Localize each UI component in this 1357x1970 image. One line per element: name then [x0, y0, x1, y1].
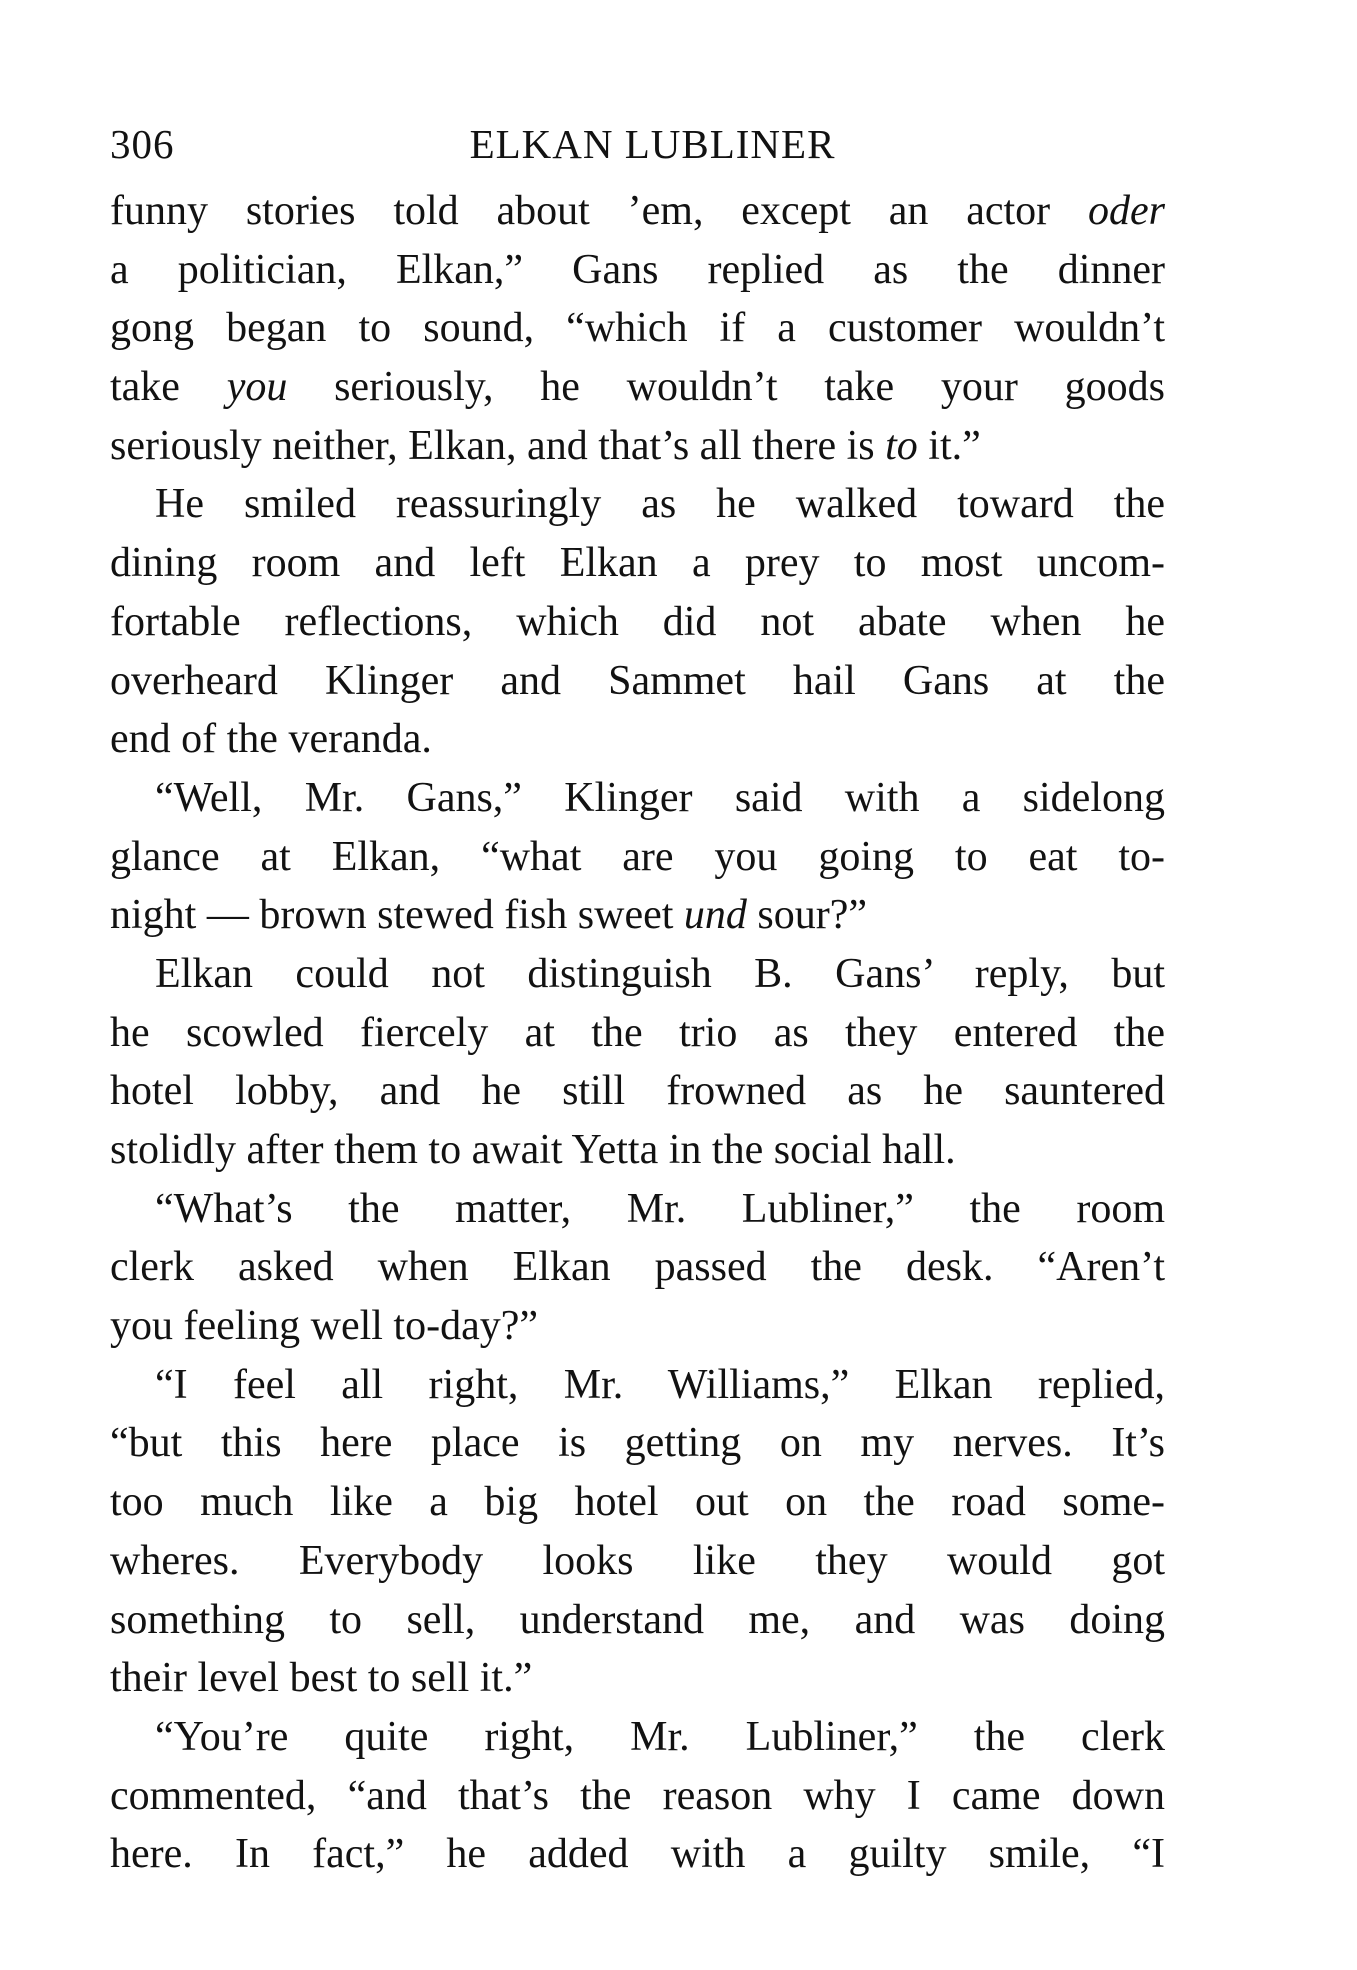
text-line	[110, 1473, 1165, 1532]
text-segment: seriously neither, Elkan, and that’s all there is	[110, 422, 886, 469]
text-line	[110, 1180, 1165, 1239]
text-segment: “What’s the matter, Mr. Lubliner,” the room	[155, 1185, 1165, 1232]
text-line	[110, 475, 1165, 534]
text-segment: wheres. Everybody looks like they would got	[110, 1537, 1165, 1584]
text-line	[110, 534, 1165, 593]
text-segment: sour?”	[746, 892, 868, 939]
text-segment: their level best to sell it.”	[110, 1655, 533, 1702]
text-segment: here. In fact,” he added with a guilty smile, “I	[110, 1831, 1165, 1878]
text-line	[110, 1297, 1165, 1356]
text-segment: glance at Elkan, “what are you going to eat to-	[110, 833, 1165, 880]
text-line	[110, 593, 1165, 652]
text-line	[110, 1356, 1165, 1415]
italic-text: to	[885, 422, 918, 469]
text-line	[110, 417, 1165, 476]
text-segment: stolidly after them to await Yetta in the social hall.	[110, 1127, 956, 1173]
text-segment: clerk asked when Elkan passed the desk. “Aren’t	[110, 1244, 1165, 1291]
text-segment: Elkan could not distinguish B. Gans’ reply, but	[155, 950, 1165, 997]
running-head-title: ELKAN LUBLINER	[469, 121, 836, 167]
text-line	[110, 241, 1165, 300]
text-line	[110, 1591, 1165, 1650]
text-line	[110, 358, 1165, 417]
text-segment: something to sell, understand me, and was doing	[110, 1596, 1165, 1643]
book-page	[110, 120, 1165, 1884]
text-line	[110, 652, 1165, 711]
text-segment: you feeling well to-day?”	[110, 1303, 538, 1350]
text-segment: commented, “and that’s the reason why I came down	[110, 1772, 1165, 1819]
text-segment: it.”	[917, 422, 981, 469]
text-line	[110, 299, 1165, 358]
text-line	[110, 1532, 1165, 1591]
text-segment: end of the veranda.	[110, 716, 432, 763]
text-line	[110, 828, 1165, 887]
text-line	[110, 1767, 1165, 1826]
running-head	[110, 120, 1165, 168]
text-segment: He smiled reassuringly as he walked toward the	[155, 481, 1165, 528]
text-segment: too much like a big hotel out on the road some-	[110, 1479, 1165, 1526]
text-segment: dining room and left Elkan a prey to most uncom-	[110, 540, 1165, 587]
text-line	[110, 710, 1165, 769]
text-segment: “I feel all right, Mr. Williams,” Elkan replied,	[155, 1361, 1165, 1408]
text-line	[110, 1004, 1165, 1063]
text-segment: he scowled fiercely at the trio as they entered the	[110, 1009, 1165, 1056]
text-line	[110, 182, 1165, 241]
text-line	[110, 1121, 1165, 1180]
text-segment: funny stories told about ’em, except an actor	[110, 188, 1088, 234]
text-segment: “You’re quite right, Mr. Lubliner,” the clerk	[155, 1713, 1165, 1760]
italic-text: und	[683, 892, 747, 939]
text-segment: fortable reflections, which did not abate when he	[110, 598, 1165, 645]
text-line	[110, 1825, 1165, 1884]
text-line	[110, 1238, 1165, 1297]
text-line	[110, 1649, 1165, 1708]
page-number: 306	[110, 121, 175, 167]
text-segment: “Well, Mr. Gans,” Klinger said with a sidelong	[155, 774, 1165, 821]
body-text	[110, 182, 1165, 1884]
italic-text: you	[226, 364, 288, 411]
text-line	[110, 1062, 1165, 1121]
text-segment: seriously, he wouldn’t take your goods	[287, 364, 1165, 411]
text-segment: night — brown stewed fish sweet	[110, 892, 684, 939]
text-line	[110, 1414, 1165, 1473]
text-line	[110, 1708, 1165, 1767]
text-line	[110, 769, 1165, 828]
italic-text: oder	[1088, 188, 1165, 234]
text-segment: a politician, Elkan,” Gans replied as the dinner	[110, 246, 1165, 293]
text-segment: overheard Klinger and Sammet hail Gans at the	[110, 657, 1165, 704]
text-segment: take	[110, 364, 227, 411]
text-line	[110, 886, 1165, 945]
text-segment: hotel lobby, and he still frowned as he sauntered	[110, 1068, 1165, 1115]
text-segment: “but this here place is getting on my nerves. It’s	[110, 1420, 1165, 1467]
text-line	[110, 945, 1165, 1004]
text-segment: gong began to sound, “which if a customer wouldn’t	[110, 305, 1165, 352]
